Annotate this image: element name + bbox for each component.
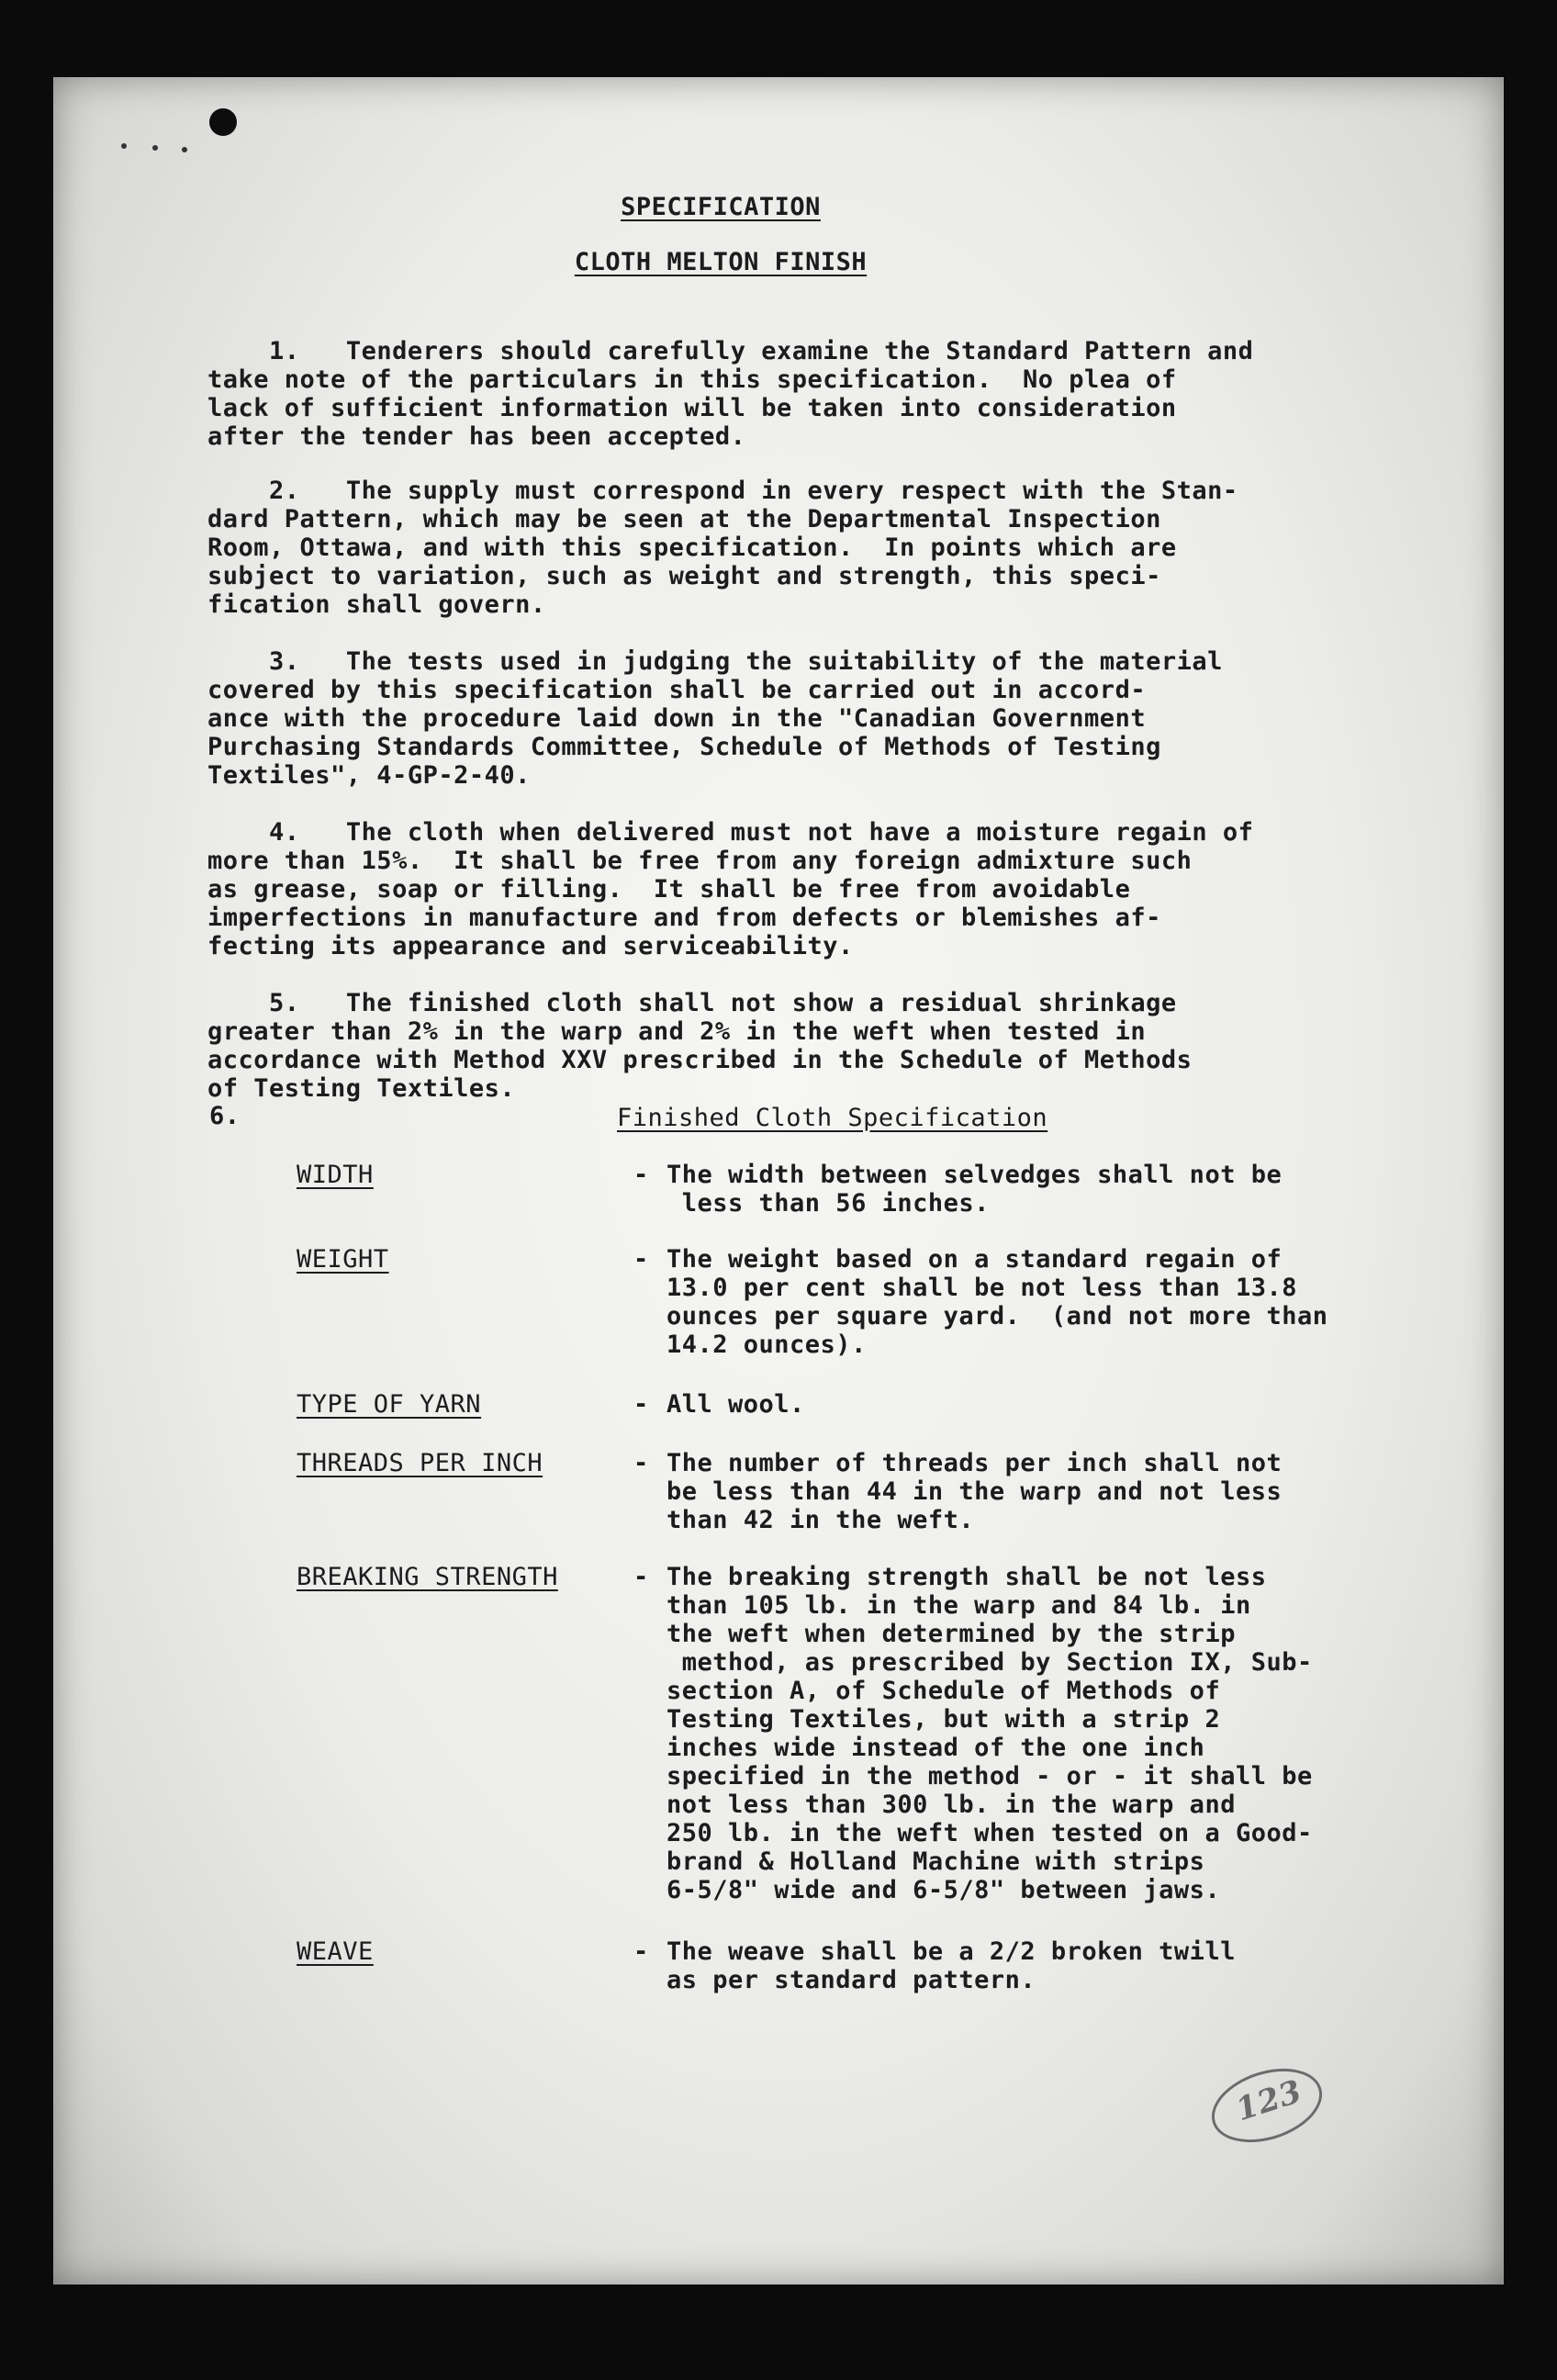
paragraph-gap <box>300 647 346 676</box>
spec-dash: - <box>633 1563 649 1591</box>
document-title: SPECIFICATION <box>621 193 821 221</box>
paragraph-number: 5. <box>269 989 300 1017</box>
document-subtitle: CLOTH MELTON FINISH <box>574 248 868 276</box>
paragraph-text: The cloth when delivered must not have a moisture regain of more than 15%. It shall be free from any foreign admixture such as grease, soap or filling. It shall be free from avoidable imperfections in manufacture and from defects or blemishes af- fecting its appearance and serviceability. <box>207 818 1254 960</box>
spec-dash: - <box>633 1245 649 1274</box>
paragraph-text: The tests used in judging the suitability of the material covered by this specification shall be carried out in accord- ance with the procedure laid down in the "Canadian Government Purchasing Standards Committee, Schedule of Methods of Testing Textiles", 4-GP-2-40. <box>207 647 1223 790</box>
paragraph-gap <box>300 989 346 1017</box>
spec-text-threads-per-inch: The number of threads per inch shall not be less than 44 in the warp and not less than 42 in the weft. <box>666 1449 1283 1534</box>
spec-label-width: WIDTH <box>297 1161 374 1189</box>
section-6-title: Finished Cloth Specification <box>617 1104 1048 1132</box>
paragraph-number: 3. <box>269 647 300 676</box>
spec-label-weight: WEIGHT <box>297 1245 389 1274</box>
spec-dash: - <box>633 1161 649 1189</box>
spec-dash: - <box>633 1449 649 1477</box>
paragraph-number: 1. <box>269 337 300 365</box>
spec-text-weave: The weave shall be a 2/2 broken twill as per standard pattern. <box>666 1937 1236 1994</box>
paragraph-3 <box>207 619 1355 818</box>
paragraph-2 <box>207 448 1355 647</box>
spec-label-breaking-strength: BREAKING STRENGTH <box>297 1563 558 1591</box>
handwritten-page-number: 123 <box>1231 2072 1306 2129</box>
spec-label-threads-per-inch: THREADS PER INCH <box>297 1449 543 1477</box>
paragraph-number: 4. <box>269 818 300 847</box>
paragraph-number: 2. <box>269 477 300 505</box>
spec-text-breaking-strength: The breaking strength shall be not less than 105 lb. in the warp and 84 lb. in the weft when determined by the strip method, as prescribed by Section IX, Sub- section A, of Schedule of Methods of Testing Textiles, but with a strip 2 inches wide instead of the one inch specified in the method - or - it shall be not less than 300 lb. in the warp and 250 lb. in the weft when tested on a Good- brand & Holland Machine with strips 6-5/8" wide and 6-5/8" between jaws. <box>666 1563 1313 1904</box>
paragraph-text: Tenderers should carefully examine the Standard Pattern and take note of the particulars in this specification. No plea of lack of sufficient information will be taken into consideration after the tender has been accepted. <box>207 337 1254 451</box>
spec-label-weave: WEAVE <box>297 1937 374 1966</box>
spec-text-type-of-yarn: All wool. <box>666 1390 805 1419</box>
paragraph-gap <box>300 477 346 505</box>
spec-dash: - <box>633 1937 649 1966</box>
spec-dash: - <box>633 1390 649 1419</box>
section-6-number: 6. <box>209 1102 241 1130</box>
paragraph-gap <box>300 337 346 365</box>
spec-text-weight: The weight based on a standard regain of 13.0 per cent shall be not less than 13.8 ounces per square yard. (and not more than 14.2 ounces). <box>666 1245 1328 1359</box>
spec-label-type-of-yarn: TYPE OF YARN <box>297 1390 482 1419</box>
spec-text-width: The width between selvedges shall not be less than 56 inches. <box>666 1161 1283 1218</box>
paragraph-4 <box>207 790 1355 989</box>
paragraph-text: The supply must correspond in every respect with the Stan- dard Pattern, which may be seen at the Departmental Inspection Room, Ottawa, and with this specification. In points which are subject to variation, such as weight and strength, this speci- fication shall govern. <box>207 477 1238 619</box>
paragraph-gap <box>300 818 346 847</box>
paragraph-text: The finished cloth shall not show a residual shrinkage greater than 2% in the warp and 2% in the weft when tested in accordance with Method XXV prescribed in the Schedule of Methods of Testing Textiles. <box>207 989 1193 1103</box>
